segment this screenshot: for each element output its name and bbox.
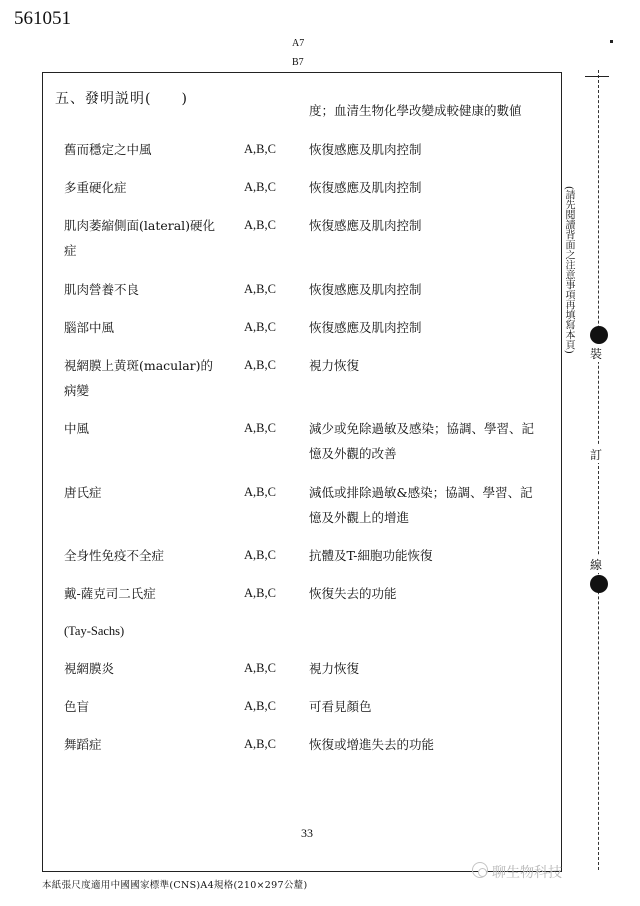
row-effect: 抗體及T-細胞功能恢復 [309,548,433,563]
row-groups: A,B,C [244,586,276,600]
margin-tick [585,76,609,77]
row-effect: 可看見顏色 [309,699,372,714]
row-effect: 視力恢復 [309,661,360,676]
row-effect: 恢復感應及肌肉控制 [309,142,422,157]
row-groups: A,B,C [244,142,276,156]
row-groups: A,B,C [244,358,276,372]
row-condition: 視網膜炎 [64,661,115,676]
row-effect: 恢復感應及肌肉控制 [309,320,422,335]
binding-mark-zhuang: 裝 [590,347,603,361]
row-groups: A,B,C [244,661,276,675]
row-groups: A,B,C [244,320,276,334]
row-condition: 腦部中風 [64,320,115,335]
row-groups: A,B,C [244,737,276,751]
row-groups: A,B,C [244,282,276,296]
row-effect: 恢復或增進失去的功能 [309,737,435,752]
row-condition: 多重硬化症 [64,180,127,195]
row-effect: 減少或免除過敏及感染；協調、學習、記憶及外觀的改善 [309,421,535,461]
row-condition: 唐氏症 [64,485,102,500]
margin-dot [610,40,613,43]
row-condition: 舞蹈症 [64,737,102,752]
side-note: (請先閱讀背面之注意事項再填寫本頁) [563,186,574,354]
row-groups: A,B,C [244,180,276,194]
row-condition: 視網膜上黄斑(macular)的病變 [64,358,214,398]
footer-text: 本紙張尺度適用中國國家標準(CNS)A4規格(210×297公釐) [42,880,308,891]
binding-hole [590,575,608,593]
row-groups: A,B,C [244,548,276,562]
continuation-text: 度；血清生物化學改變成較健康的數値 [309,103,522,118]
row-condition: 全身性免疫不全症 [64,548,165,563]
row-groups: A,B,C [244,485,276,499]
code-a7: A7 [292,38,305,49]
row-condition: 戴-薩克司二氏症 [64,586,156,601]
row-condition: 中風 [64,421,90,436]
row-effect: 恢復感應及肌肉控制 [309,180,422,195]
binding-mark-ding: 訂 [590,448,603,462]
row-condition: 肌肉萎縮側面(lateral)硬化症 [64,218,216,258]
wechat-icon [472,862,488,878]
document-number: 561051 [14,8,71,29]
row-condition: 舊而穩定之中風 [64,142,152,157]
row-condition: (Tay-Sachs) [64,624,125,638]
row-effect: 視力恢復 [309,358,360,373]
row-condition: 肌肉營養不良 [64,282,140,297]
binding-mark-xian: 線 [590,558,603,572]
page-number: 33 [301,826,313,840]
binding-dashed-line [598,70,599,870]
row-condition: 色盲 [64,699,90,714]
row-effect: 恢復感應及肌肉控制 [309,218,422,233]
row-groups: A,B,C [244,699,276,713]
row-groups: A,B,C [244,421,276,435]
watermark-text: 聊生物科技 [492,865,562,881]
code-b7: B7 [292,57,304,68]
row-effect: 恢復失去的功能 [309,586,397,601]
row-groups: A,B,C [244,218,276,232]
binding-hole [590,326,608,344]
section-header: 五、發明説明( ) [55,91,188,107]
row-effect: 恢復感應及肌肉控制 [309,282,422,297]
row-effect: 減低或排除過敏&感染；協調、學習、記憶及外觀上的增進 [309,485,533,525]
